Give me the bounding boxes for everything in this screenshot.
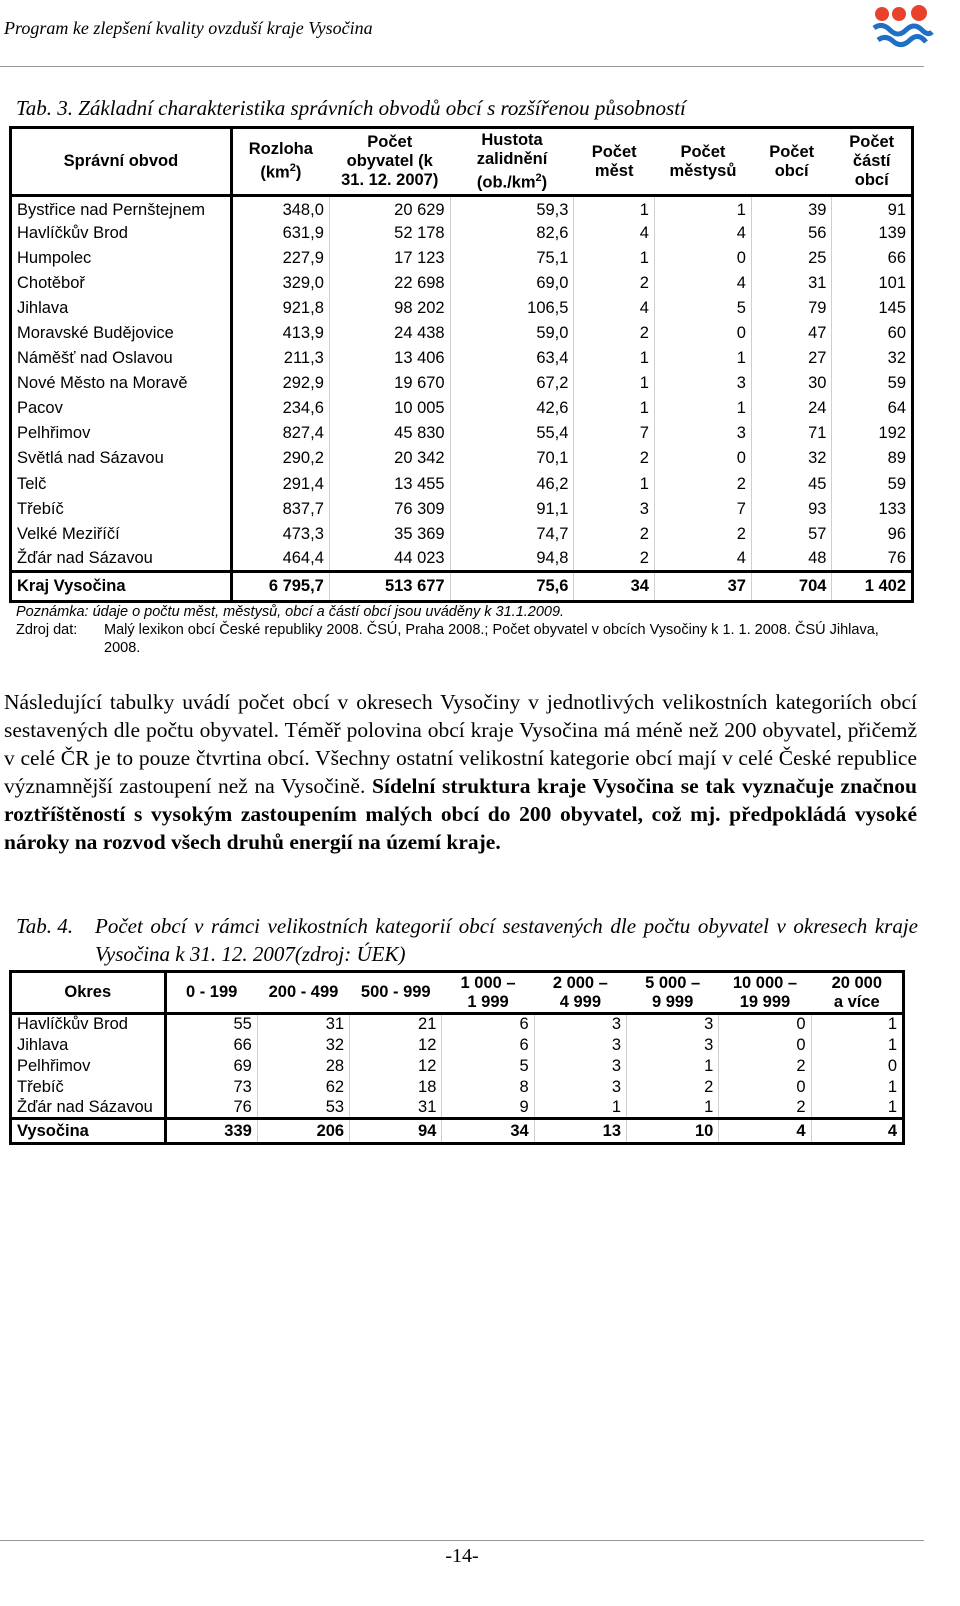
table3-header-hustota: Hustota zalidnění $(ob./km^2)$ — [450, 128, 574, 196]
table-cell: 22 698 — [329, 271, 450, 296]
table-cell: 94 — [350, 1119, 442, 1144]
table3-source — [16, 621, 916, 657]
table-cell: 1 — [574, 396, 654, 421]
table4-header-c8: 20 000 a více — [811, 972, 903, 1014]
table-cell: 75,6 — [450, 572, 574, 602]
table4-header-c6: 5 000 – 9 999 — [627, 972, 719, 1014]
table-cell: 4 — [574, 296, 654, 321]
table-cell: 827,4 — [282, 424, 324, 443]
table-cell: 42,6 — [450, 396, 574, 421]
table-cell: 57 — [751, 522, 831, 547]
running-header: Program ke zlepšení kvality ovzduší kraje Vysočina — [4, 18, 373, 38]
table-cell: 13 455 — [329, 472, 450, 497]
table4-total-row — [11, 1119, 904, 1144]
table-cell: 63,4 — [450, 346, 574, 371]
row-label: Havlíčkův Brod — [11, 221, 232, 246]
table-cell: Kraj Vysočina — [11, 572, 232, 602]
table-cell: 13 406 — [329, 346, 450, 371]
table-cell: 31 — [350, 1098, 442, 1119]
table-cell: 292,9 — [282, 374, 324, 393]
table-cell: 76 309 — [329, 497, 450, 522]
table-cell: 1 — [534, 1098, 626, 1119]
table-cell: 0 — [719, 1014, 811, 1035]
table-cell: 106,5 — [450, 296, 574, 321]
table-cell: 3 — [574, 497, 654, 522]
table-cell: 59 — [832, 472, 913, 497]
table-cell: 12 — [350, 1035, 442, 1056]
table-cell: 2 — [574, 522, 654, 547]
table-cell: 76 — [832, 547, 913, 572]
table-row — [11, 246, 913, 271]
table-cell: 339 — [165, 1119, 257, 1144]
table3-header-mest: Počet měst — [574, 128, 654, 196]
table3-header-row — [11, 128, 913, 196]
table-row — [11, 1014, 904, 1035]
body-paragraph — [4, 688, 917, 856]
table-cell: 55 — [233, 1015, 252, 1034]
table-cell: 60 — [832, 321, 913, 346]
table-cell: 12 — [350, 1056, 442, 1077]
table-cell: 0 — [719, 1077, 811, 1098]
row-label: Pelhřimov — [11, 421, 232, 446]
table-cell: 55,4 — [450, 421, 574, 446]
table-cell: 4 — [654, 547, 751, 572]
table-row — [11, 472, 913, 497]
table-cell: 0 — [811, 1056, 903, 1077]
table-cell: 35 369 — [329, 522, 450, 547]
table-cell: 19 670 — [329, 371, 450, 396]
table4-caption-label: Tab. 4. — [16, 914, 74, 938]
table-cell: 473,3 — [282, 524, 324, 543]
row-label: Velké Meziříčí — [11, 522, 232, 547]
table-cell: 4 — [811, 1119, 903, 1144]
table-cell: 9 — [442, 1098, 534, 1119]
table-cell: 704 — [751, 572, 831, 602]
table-cell: 20 629 — [329, 196, 450, 221]
table-cell: 1 — [654, 346, 751, 371]
table4-header-row — [11, 972, 904, 1014]
table-cell: 2 — [574, 271, 654, 296]
table-cell: 96 — [832, 522, 913, 547]
row-label: Moravské Budějovice — [11, 321, 232, 346]
table4-caption-text: Počet obcí v rámci velikostních kategorií obcí sestavených dle počtu obyvatel v okresech kraje Vysočina k 31. 12. 2007(zdroj: ÚEK) — [95, 914, 918, 966]
row-label: Žďár nad Sázavou — [11, 547, 232, 572]
table-cell: 6 795,7 — [231, 572, 329, 602]
table-cell: Vysočina — [11, 1119, 166, 1144]
table-cell: 2 — [654, 472, 751, 497]
table-cell: 1 — [627, 1098, 719, 1119]
table-row — [11, 1077, 904, 1098]
table-cell: 1 — [574, 246, 654, 271]
table-cell: 7 — [654, 497, 751, 522]
table-cell: 290,2 — [282, 449, 324, 468]
table-row — [11, 547, 913, 572]
table-row — [11, 446, 913, 471]
table-row — [11, 497, 913, 522]
table-cell: 37 — [654, 572, 751, 602]
table-cell: 3 — [627, 1035, 719, 1056]
table-cell: 0 — [719, 1035, 811, 1056]
table-cell: 348,0 — [282, 200, 324, 219]
table-cell: 47 — [751, 321, 831, 346]
table-cell: 1 — [811, 1098, 903, 1119]
table4-header-okres: Okres — [11, 972, 166, 1014]
table3-districts — [9, 126, 914, 603]
table-cell: 3 — [627, 1014, 719, 1035]
table-cell: 20 342 — [329, 446, 450, 471]
table-cell: 74,7 — [450, 522, 574, 547]
table-cell: 70,1 — [450, 446, 574, 471]
table4-header-c7: 10 000 – 19 999 — [719, 972, 811, 1014]
table-cell: 28 — [257, 1056, 349, 1077]
table-cell: 10 005 — [329, 396, 450, 421]
table-cell: 139 — [832, 221, 913, 246]
table-row — [11, 421, 913, 446]
table-cell: 52 178 — [329, 221, 450, 246]
header-divider — [0, 66, 924, 67]
table-cell: 31 — [751, 271, 831, 296]
table-cell: 24 — [751, 396, 831, 421]
table-cell: 234,6 — [282, 399, 324, 418]
table3-header-obvod: Správní obvod — [11, 128, 232, 196]
table-cell: 4 — [654, 271, 751, 296]
table-row — [11, 371, 913, 396]
table-cell: 513 677 — [329, 572, 450, 602]
table-row — [11, 396, 913, 421]
table-cell: 133 — [832, 497, 913, 522]
table-cell: 10 — [627, 1119, 719, 1144]
table-cell: 44 023 — [329, 547, 450, 572]
table-cell: 59,0 — [450, 321, 574, 346]
table3-header-casti: Počet částí obcí — [832, 128, 913, 196]
page-number: -14- — [445, 1545, 479, 1567]
table-cell: 93 — [751, 497, 831, 522]
table-cell: 1 — [574, 472, 654, 497]
table-cell: 24 438 — [329, 321, 450, 346]
table-cell: 1 — [654, 396, 751, 421]
table-cell: 211,3 — [283, 349, 324, 368]
row-label: Náměšť nad Oslavou — [11, 346, 232, 371]
table-cell: 1 — [811, 1035, 903, 1056]
table-cell: 145 — [832, 296, 913, 321]
table-cell: 3 — [534, 1056, 626, 1077]
table-cell: 56 — [751, 221, 831, 246]
row-label: Světlá nad Sázavou — [11, 446, 232, 471]
table-cell: 206 — [257, 1119, 349, 1144]
table-cell: 3 — [654, 421, 751, 446]
table4-header-c2: 200 - 499 — [257, 972, 349, 1014]
table4-header-c5: 2 000 – 4 999 — [534, 972, 626, 1014]
table-cell: 1 — [811, 1077, 903, 1098]
table-cell: 2 — [627, 1077, 719, 1098]
paragraph-text: Následující tabulky uvádí počet obcí v okresech Vysočiny v jednotlivých velikostních kategoriích obcí sestavených dle počtu obyvatel. Téměř polovina obcí kraje Vysočina má méně než 200 obyvatel, přičemž v celé ČR je to pouze čtvrtina obcí. Všechny ostatní velikostní kategorie obcí mají v celé České republice významnější zastoupení než na Vysočině. — [4, 690, 917, 798]
table-cell: 32 — [257, 1035, 349, 1056]
row-label: Nové Město na Moravě — [11, 371, 232, 396]
table-cell: 13 — [534, 1119, 626, 1144]
table3-notes — [16, 603, 916, 657]
table-cell: 1 — [574, 346, 654, 371]
table-cell: 101 — [832, 271, 913, 296]
table-cell: 17 123 — [329, 246, 450, 271]
table3-header-mestysu: Počet městysů — [654, 128, 751, 196]
table3-header-obci: Počet obcí — [751, 128, 831, 196]
table-cell: 1 — [574, 371, 654, 396]
table-cell: 3 — [654, 371, 751, 396]
table3-total-row — [11, 572, 913, 602]
table-cell: 2 — [574, 547, 654, 572]
table-cell: 2 — [719, 1098, 811, 1119]
table-cell: 4 — [574, 221, 654, 246]
table-cell: 32 — [832, 346, 913, 371]
table-cell: 0 — [654, 246, 751, 271]
table-row — [11, 271, 913, 296]
row-label: Třebíč — [11, 1077, 166, 1098]
table-cell: 227,9 — [282, 248, 324, 267]
table-cell: 21 — [350, 1014, 442, 1035]
table-cell: 2 — [574, 321, 654, 346]
row-label: Žďár nad Sázavou — [11, 1098, 166, 1119]
table-cell: 192 — [832, 421, 913, 446]
table-cell: 53 — [257, 1098, 349, 1119]
table-cell: 76 — [233, 1097, 252, 1116]
table-cell: 91,1 — [450, 497, 574, 522]
table-cell: 0 — [654, 321, 751, 346]
table-cell: 1 402 — [832, 572, 913, 602]
table4-header-c3: 500 - 999 — [350, 972, 442, 1014]
table-cell: 31 — [257, 1014, 349, 1035]
table-row — [11, 346, 913, 371]
table-cell: 1 — [627, 1056, 719, 1077]
row-label: Třebíč — [11, 497, 232, 522]
table4-size-categories — [9, 970, 905, 1145]
table-cell: 79 — [751, 296, 831, 321]
table-cell: 5 — [442, 1056, 534, 1077]
table-cell: 6 — [442, 1035, 534, 1056]
table-cell: 69,0 — [450, 271, 574, 296]
table-row — [11, 1056, 904, 1077]
row-label: Humpolec — [11, 246, 232, 271]
table-cell: 32 — [751, 446, 831, 471]
footer-divider — [0, 1540, 924, 1541]
table-cell: 837,7 — [282, 499, 324, 518]
row-label: Pacov — [11, 396, 232, 421]
source-label: Zdroj dat: — [16, 622, 78, 638]
table-row — [11, 1098, 904, 1119]
table-cell: 3 — [534, 1035, 626, 1056]
row-label: Jihlava — [11, 1035, 166, 1056]
table-cell: 631,9 — [282, 223, 324, 242]
table-cell: 8 — [442, 1077, 534, 1098]
table-cell: 1 — [574, 196, 654, 221]
table-cell: 30 — [751, 371, 831, 396]
table-cell: 3 — [534, 1014, 626, 1035]
table-cell: 34 — [574, 572, 654, 602]
table-cell: 82,6 — [450, 221, 574, 246]
table-cell: 73 — [233, 1077, 252, 1096]
table-row — [11, 1035, 904, 1056]
table-cell: 464,4 — [282, 549, 324, 568]
table-cell: 94,8 — [450, 547, 574, 572]
table-cell: 34 — [442, 1119, 534, 1144]
table-cell: 413,9 — [282, 324, 324, 343]
table-cell: 67,2 — [450, 371, 574, 396]
table-cell: 2 — [574, 446, 654, 471]
table-cell: 66 — [233, 1035, 252, 1054]
table3-caption: Tab. 3. Základní charakteristika správních obvodů obcí s rozšířenou působností — [16, 96, 686, 120]
table-cell: 2 — [719, 1056, 811, 1077]
paragraph-bold-text: Sídelní struktura kraje Vysočina se tak vyznačuje značnou roztříštěností s vysokým zastoupením malých obcí do 200 obyvatel, což mj. předpokládá vysoké nároky na rozvod všech druhů energií na území kraje. — [4, 774, 917, 854]
table-cell: 89 — [832, 446, 913, 471]
row-label: Telč — [11, 472, 232, 497]
table4-header-c1: 0 - 199 — [165, 972, 257, 1014]
logo-icon — [872, 2, 934, 50]
table-cell: 45 — [751, 472, 831, 497]
table-cell: 0 — [654, 446, 751, 471]
table-cell: 62 — [257, 1077, 349, 1098]
row-label: Jihlava — [11, 296, 232, 321]
row-label: Pelhřimov — [11, 1056, 166, 1077]
row-label: Havlíčkův Brod — [11, 1014, 166, 1035]
table-cell: 921,8 — [282, 298, 324, 317]
row-label: Bystřice nad Pernštejnem — [11, 196, 232, 221]
table-cell: 6 — [442, 1014, 534, 1035]
table-cell: 69 — [233, 1056, 252, 1075]
table-cell: 75,1 — [450, 246, 574, 271]
table-cell: 71 — [751, 421, 831, 446]
table-cell: 291,4 — [282, 474, 324, 493]
table-cell: 59,3 — [450, 196, 574, 221]
table-cell: 18 — [350, 1077, 442, 1098]
table4-caption — [16, 912, 918, 968]
table-row — [11, 296, 913, 321]
table-cell: 4 — [654, 221, 751, 246]
table-cell: 66 — [832, 246, 913, 271]
table-cell: 45 830 — [329, 421, 450, 446]
table-cell: 39 — [751, 196, 831, 221]
table-cell: 2 — [654, 522, 751, 547]
table-cell: 46,2 — [450, 472, 574, 497]
table-cell: 25 — [751, 246, 831, 271]
table-row — [11, 221, 913, 246]
table-cell: 7 — [574, 421, 654, 446]
table-row — [11, 321, 913, 346]
table-cell: 91 — [832, 196, 913, 221]
table-cell: 1 — [654, 196, 751, 221]
table-cell: 48 — [751, 547, 831, 572]
table-cell: 27 — [751, 346, 831, 371]
table-cell: 5 — [654, 296, 751, 321]
table-cell: 98 202 — [329, 296, 450, 321]
table-cell: 59 — [832, 371, 913, 396]
table-cell: 329,0 — [282, 273, 324, 292]
table4-header-c4: 1 000 – 1 999 — [442, 972, 534, 1014]
table-cell: 4 — [719, 1119, 811, 1144]
table-cell: 64 — [832, 396, 913, 421]
table3-header-rozloha: Rozloha $(km^2)$ — [231, 128, 329, 196]
table3-note: Poznámka: údaje o počtu měst, městysů, obcí a částí obcí jsou uváděny k 31.1.2009. — [16, 604, 565, 620]
row-label: Chotěboř — [11, 271, 232, 296]
table-row — [11, 196, 913, 221]
source-text: Malý lexikon obcí České republiky 2008. ČSÚ, Praha 2008.; Počet obyvatel v obcích Vysočiny k 1. 1. 2008. ČSÚ Jihlava, 2008. — [104, 622, 879, 656]
table-cell: 1 — [811, 1014, 903, 1035]
table3-header-obyvatel: Počet obyvatel (k 31. 12. 2007) — [329, 128, 450, 196]
table-cell: 3 — [534, 1077, 626, 1098]
table-row — [11, 522, 913, 547]
